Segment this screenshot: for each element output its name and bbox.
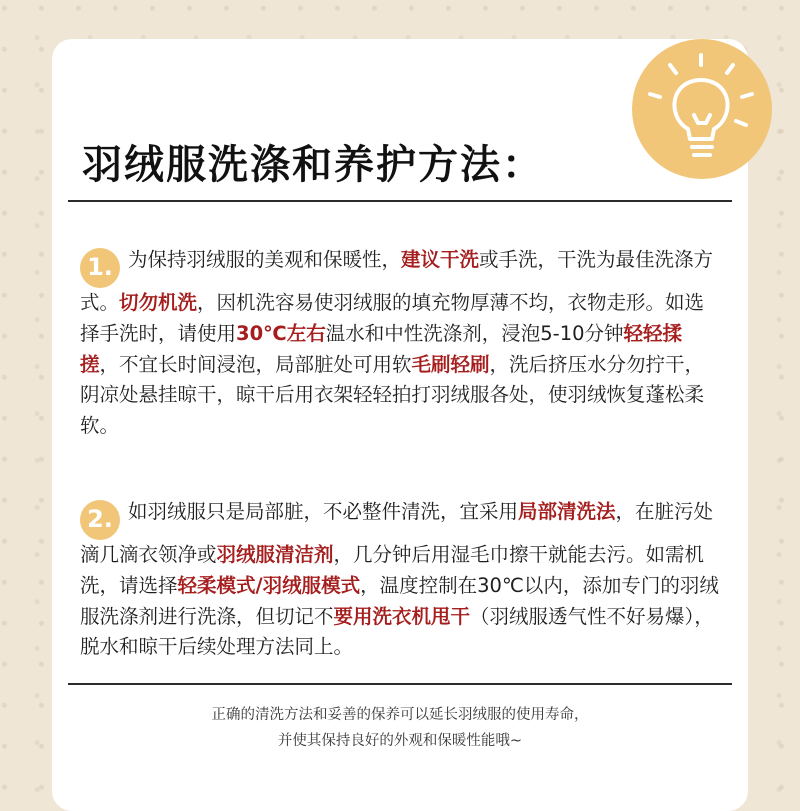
title-divider [68, 200, 732, 202]
footer-line-1: 正确的清洗方法和妥善的保养可以延长羽绒服的使用寿命， [211, 707, 589, 723]
section-text-segment: （羽绒服透气性不好易爆），脱水和晾干后续处理方法同上。 [80, 604, 714, 659]
highlight-text: 羽绒服清洁剂 [216, 543, 334, 566]
highlight-text: 局部清洗法 [518, 500, 616, 523]
section-text-segment: ，几分钟后用湿毛巾擦干就能去污。如需机洗，请选择 [80, 543, 705, 597]
section-text-segment: ，洗后挤压水分勿拧干，阴凉处悬挂晾干，晾干后用衣架轻轻拍打羽绒服各处，使羽绒恢复蓬松柔软。 [80, 352, 705, 438]
section-2 [80, 497, 720, 663]
highlight-text: 30℃左右 [236, 321, 326, 345]
highlight-text: 轻轻揉搓 [80, 321, 683, 376]
highlight-text: 要用洗衣机甩干 [333, 604, 471, 628]
highlight-text: 切勿机洗 [119, 291, 198, 314]
content-card [52, 39, 748, 811]
footer-divider [68, 683, 732, 685]
section-text-segment: 为保持羽绒服的美观和保暖性， [128, 248, 402, 271]
section-text-segment: ，温度控制在30℃以内，添加专门的羽绒服洗涤剂进行洗涤，但切记不 [80, 573, 719, 628]
lightbulb-badge [632, 39, 772, 179]
section-text-segment: ，因机洗容易使羽绒服的填充物厚薄不均，衣物走形。如选择手洗时，请使用 [80, 291, 705, 345]
page-title: 羽绒服洗涤和养护方法： [82, 142, 544, 188]
footer-line-2: 并使其保持良好的外观和保暖性能哦~ [277, 733, 523, 749]
section-text-segment: 或手洗，干洗为最佳洗涤方式。 [80, 248, 714, 314]
highlight-text: 轻柔模式/羽绒服模式 [177, 573, 361, 597]
section-text-segment: ，在脏污处滴几滴衣领净或 [80, 500, 714, 566]
highlight-text: 毛刷轻刷 [411, 352, 490, 376]
section-number-badge: 2. [80, 500, 120, 540]
section-number-badge: 1. [80, 248, 120, 288]
section-text-segment: 温水和中性洗涤剂，浸泡5-10分钟 [325, 321, 624, 345]
highlight-text: 建议干洗 [401, 248, 480, 271]
section-text-segment: ，不宜长时间浸泡，局部脏处可用软 [99, 352, 412, 376]
section-1 [80, 245, 720, 442]
lightbulb-icon [632, 39, 772, 179]
section-text-segment: 如羽绒服只是局部脏，不必整件清洗，宜采用 [128, 500, 519, 523]
